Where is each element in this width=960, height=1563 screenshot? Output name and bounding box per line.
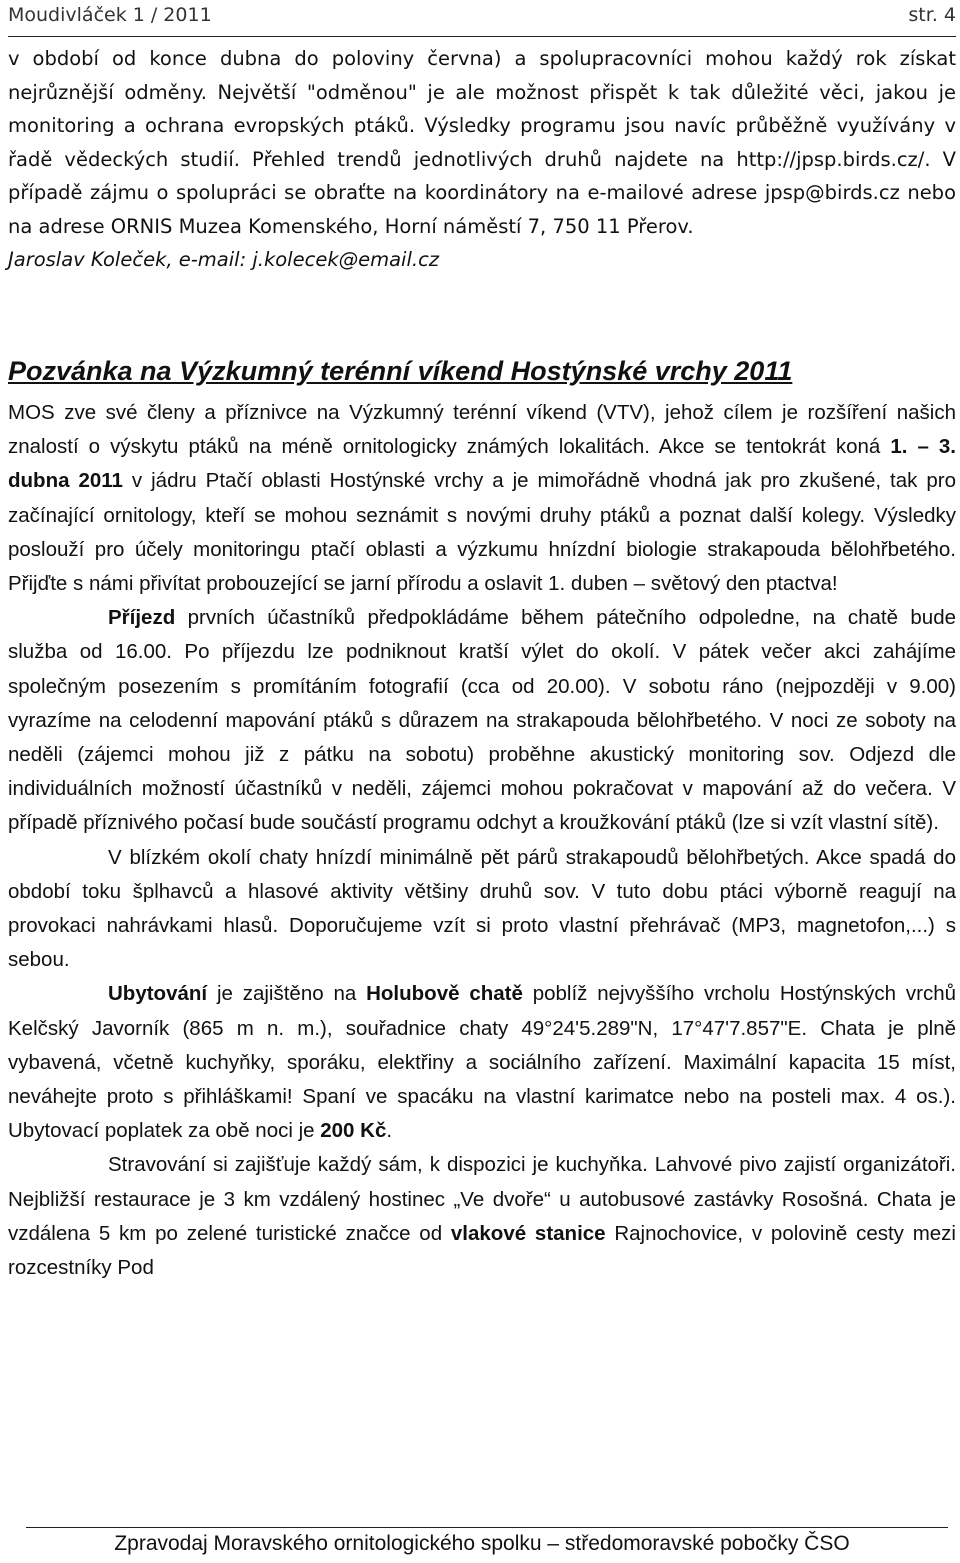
page-footer: Zpravodaj Moravského ornitologického spolku – středomoravské pobočky ČSO (114, 1532, 850, 1555)
arrival-label: Příjezd (108, 606, 176, 630)
paragraph-invitation: MOS zve své členy a příznivce na Výzkumný terénní víkend (VTV), jehož cílem je rozšíření našich znalostí o výskytu ptáků na méně ornitologicky známých lokalitách. Akce se tentokrát koná 1. – 3. dubna 2011 v jádru Ptačí oblasti Hostýnské vrchy a je mimořádně vhodná jak pro zkušené, tak pro začínající ornitology, kteří se mohou seznámit s novými druhy ptáků a poznat další kolegy. Výsledky poslouží pro účely monitoringu ptačí oblasti a výzkumu hnízdní biologie strakapouda bělohřbetého. Přijďte s námi přivítat probouzející se jarní přírodu a oslavit 1. duben – světový den ptactva! (8, 401, 956, 596)
accommodation-label: Ubytování (108, 982, 208, 1006)
chalet-name: Holubově chatě (366, 982, 523, 1006)
paragraph-catering: Stravování si zajišťuje každý sám, k dispozici je kuchyňka. Lahvové pivo zajistí organizátoři. Nejbližší restaurace je 3 km vzdálený hostinec „Ve dvoře“ u autobusové zastávky Rosošná. Chata je vzdálena 5 km po zelené turistické značce od vlakové stanice Rajnochovice, v polovině cesty mezi rozcestníky Pod (8, 1153, 956, 1280)
event-date: 1. – 3. dubna 2011 (8, 435, 956, 493)
author-line: Jaroslav Koleček, e-mail: j.kolecek@email.cz (8, 248, 440, 271)
intro-section (8, 42, 956, 277)
paragraph-woodpeckers: V blízkém okolí chaty hnízdí minimálně pět párů strakapoudů bělohřbetých. Akce spadá do období toku šplhavců a hlasové aktivity většiny druhů sov. V tuto dobu ptáci výborně reagují na provokaci nahrávkami hlasů. Doporučujeme vzít si proto vlastní přehrávač (MP3, magnetofon,...) s sebou. (8, 845, 956, 972)
page-number: str. 4 (908, 4, 956, 26)
fee-amount: 200 Kč (320, 1119, 387, 1143)
intro-paragraph: v období od konce dubna do poloviny června) a spolupracovníci mohou každý rok získat nejrůznější odměny. Největší "odměnou" je ale možnost přispět k tak důležité věci, jakou je monitoring a ochrana evropských ptáků. Výsledky programu jsou navíc průběžně využívány v řadě vědeckých studií. Přehled trendů jednotlivých druhů najdete na http://jpsp.birds.cz/. V případě zájmu o spolupráci se obraťte na koordinátory na e-mailové adrese jpsp@birds.cz nebo na adrese ORNIS Muzea Komenského, Horní náměstí 7, 750 11 Přerov. (8, 47, 956, 238)
article-title: Pozvánka na Výzkumný terénní víkend Hostýnské vrchy 2011 (8, 356, 793, 386)
footer-divider (26, 1527, 948, 1528)
article-body (8, 396, 956, 1285)
newsletter-issue: Moudivláček 1 / 2011 (8, 4, 212, 26)
page-header (8, 0, 956, 37)
train-station-label: vlakové stanice (450, 1221, 606, 1245)
paragraph-accommodation: Ubytování je zajištěno na Holubově chatě poblíž nejvyššího vrcholu Hostýnských vrchů Kelčský Javorník (865 m n. m.), souřadnice chaty 49°24'5.289"N, 17°47'7.857"E. Chata je plně vybavená, včetně kuchyňky, sporáku, elektřiny a sociálního zařízení. Maximální kapacita 15 míst, neváhejte proto s přihláškami! Spaní ve spacáku na vlastní karimatce nebo na posteli max. 4 os.). Ubytovací poplatek za obě noci je 200 Kč. (8, 982, 957, 1143)
paragraph-arrival: Příjezd prvních účastníků předpokládáme během pátečního odpoledne, na chatě bude služba od 16.00. Po příjezdu lze podniknout kratší výlet do okolí. V pátek večer akci zahájíme společným posezením s promítáním fotografií (cca od 20.00). V sobotu ráno (nejpozději v 9.00) vyrazíme na celodenní mapování ptáků s důrazem na strakapouda bělohřbetého. V noci ze soboty na neděli (zájemci mohou již z pátku na sobotu) proběhne akustický monitoring sov. Odjezd dle individuálních možností účastníků v neděli, zájemci mohou pokračovat v mapování až do večera. V případě příznivého počasí bude součástí programu odchyt a kroužkování ptáků (lze si vzít vlastní sítě). (8, 606, 956, 835)
